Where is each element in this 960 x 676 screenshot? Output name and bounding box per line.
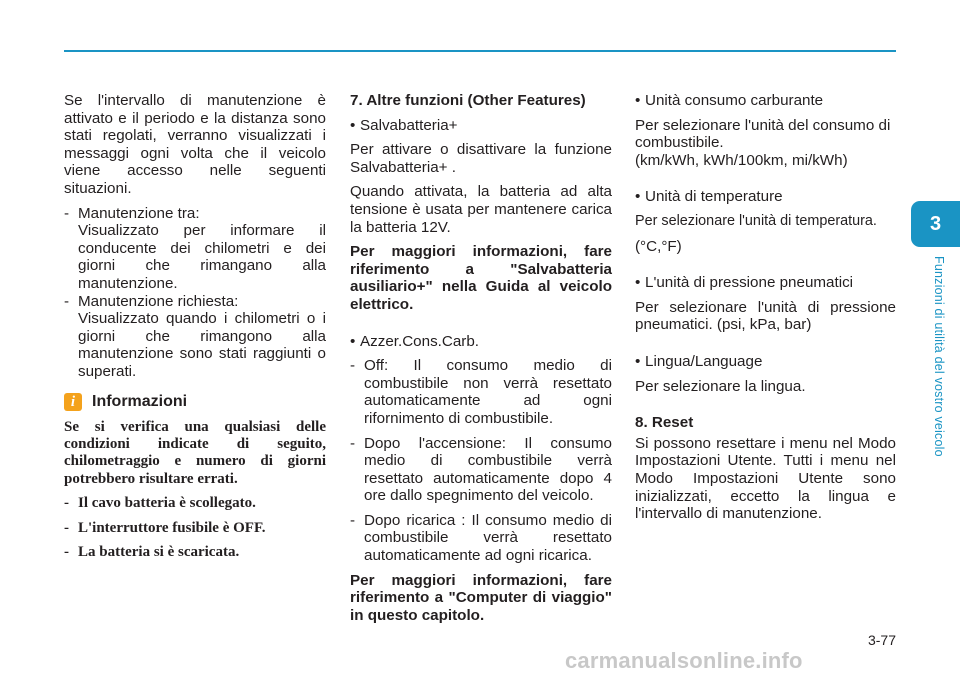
info-header	[64, 393, 326, 411]
info-item: - La batteria si è scaricata.	[64, 544, 326, 561]
reference-battery-saver: Per maggiori informazioni, fare riferimento a "Salvabatteria ausiliario+" nella Guida al veicolo elettrico.	[350, 243, 612, 313]
battery-saver-text: Per attivare o disattivare la funzione Salvabatteria+ .	[350, 141, 612, 176]
reference-trip-computer: Per maggiori informazioni, fare riferimento a "Computer di viaggio" in questo capitolo.	[350, 571, 612, 624]
chapter-side-title: Funzioni di utilità del vostro veicolo	[932, 256, 946, 457]
info-item: - Il cavo batteria è scollegato.	[64, 495, 326, 512]
info-item: - L'interruttore fusibile è OFF.	[64, 520, 326, 537]
info-title: Informazioni	[92, 392, 188, 410]
fuel-reset-off: - Off: Il consumo medio di combustibile non verrà resettato automaticamente ad ogni rifornimento di combustibile.	[350, 357, 612, 427]
watermark: carmanualsonline.info	[565, 648, 803, 673]
intro-paragraph: Se l'intervallo di manutenzione è attivato e il periodo e la distanza sono stati regolati, verranno visualizzati i messaggi ogni volta che il veicolo viene accesso nelle seguenti situazioni.	[64, 92, 326, 197]
reset-text: Si possono resettare i menu nel Modo Impostazioni Utente. Tutti i menu nel Modo Impostazioni Utente sono inizializzati, eccetto la lingua e l'intervallo di manutenzione.	[635, 434, 896, 523]
header-rule	[64, 50, 896, 52]
page-number: 3-77	[867, 632, 896, 648]
section-heading-other-features: 7. Altre funzioni (Other Features)	[350, 92, 586, 109]
maintenance-due-label: - Manutenzione tra:	[64, 205, 326, 223]
fuel-reset-after-ignition: - Dopo l'accensione: Il consumo medio di combustibile verrà resettato automaticamente dopo 4 ore dallo spegnimento del veicolo.	[350, 435, 612, 505]
fuel-unit-options: (km/kWh, kWh/100km, mi/kWh)	[635, 151, 848, 169]
info-icon: i	[64, 393, 82, 411]
maintenance-due-text: Visualizzato per informare il conducente dei chilometri e dei giorni che rimangano alla manutenzione.	[78, 222, 326, 292]
column-left	[64, 92, 326, 561]
temperature-unit-options: (°C,°F)	[635, 237, 682, 255]
bullet-temperature-unit: • Unità di temperature	[635, 188, 896, 206]
temperature-unit-text: Per selezionare l'unità di temperatura.	[635, 212, 877, 229]
language-text: Per selezionare la lingua.	[635, 377, 806, 395]
bullet-battery-saver: • Salvabatteria+	[350, 117, 612, 135]
bullet-tire-pressure-unit: • L'unità di pressione pneumatici	[635, 274, 896, 292]
tire-pressure-unit-text: Per selezionare l'unità di pressione pneumatici. (psi, kPa, bar)	[635, 298, 896, 334]
bullet-language: • Lingua/Language	[635, 353, 896, 371]
column-right	[635, 92, 896, 523]
maintenance-required-text: Visualizzato quando i chilometri o i giorni che rimangono alla manutenzione sono stati raggiunti o superati.	[78, 310, 326, 380]
bullet-fuel-reset: • Azzer.Cons.Carb.	[350, 333, 612, 351]
column-middle	[350, 92, 612, 624]
section-heading-reset: 8. Reset	[635, 414, 694, 432]
maintenance-required-label: - Manutenzione richiesta:	[64, 293, 326, 311]
info-text: Se si verifica una qualsiasi delle condizioni indicate di seguito, chilometraggio e numero di giorni potrebbero risultare errati.	[64, 418, 326, 487]
bullet-fuel-unit: • Unità consumo carburante	[635, 92, 896, 110]
fuel-reset-after-charging: - Dopo ricarica : Il consumo medio di combustibile verrà resettato automaticamente ad ogni ricarica.	[350, 512, 612, 565]
chapter-tab: 3	[911, 201, 960, 247]
fuel-unit-text: Per selezionare l'unità del consumo di combustibile.	[635, 116, 891, 152]
battery-saver-detail: Quando attivata, la batteria ad alta tensione è usata per mantenere carica la batteria 12V.	[350, 183, 612, 236]
